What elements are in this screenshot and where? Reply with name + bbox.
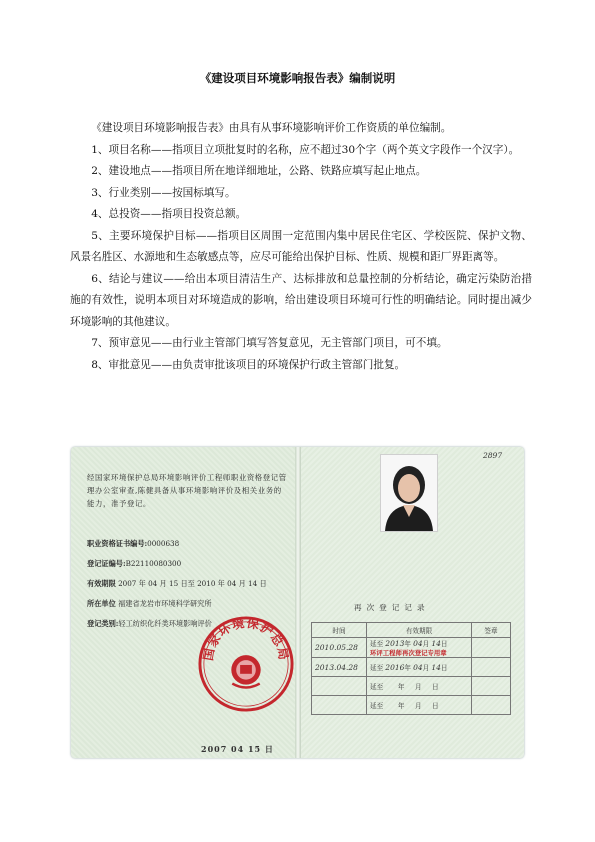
row-validity: 延至 年 月 日 xyxy=(367,677,472,696)
handwritten-number: 2897 xyxy=(483,451,503,460)
re-registration-table xyxy=(311,622,511,715)
row-time: 2010.05.28 xyxy=(312,638,367,658)
portrait-figure xyxy=(381,455,437,531)
re-registration-title: 再次登记记录 xyxy=(354,603,430,612)
row-validity: 延至 2013年 04月 14日 环评工程师再次登记专用章 xyxy=(367,638,472,658)
row-stamp xyxy=(472,658,511,677)
row-validity: 延至 2016年 04月 14日 xyxy=(367,658,472,677)
table-row xyxy=(312,677,511,696)
paragraph-conclusions: 6、结论与建议——给出本项目清洁生产、达标排放和总量控制的分析结论，确定污染防治措施的有效性，说明本项目对环境造成的影响，给出建设项目环境可行性的明确结论。同时提出减少环境影响的其他建议。 xyxy=(70,272,532,328)
paragraph-location: 2、建设地点——指项目所在地详细地址，公路、铁路应填写起止地点。 xyxy=(91,165,427,177)
row-time xyxy=(312,696,367,715)
id-portrait-photo xyxy=(380,454,438,532)
row-stamp xyxy=(472,677,511,696)
table-row xyxy=(312,696,511,715)
certificate-field-unit: 所在单位 福建省龙岩市环境科学研究所 xyxy=(87,599,212,608)
paragraph-protection-targets: 5、主要环境保护目标——指项目区周围一定范围内集中居民住宅区、学校医院、保护文物、风景名胜区、水源地和生态敏感点等，应尽可能给出保护目标、性质、规模和距厂界距离等。 xyxy=(70,229,532,263)
row-stamp xyxy=(472,696,511,715)
certificate-field-reg-no: 登记证编号:B22110080300 xyxy=(87,559,182,568)
paragraph-approval: 8、审批意见——由负责审批该项目的环境保护行政主管部门批复。 xyxy=(91,358,406,371)
seal-date: 2007 04 15 日 xyxy=(201,744,274,754)
paragraph-investment: 4、总投资——指项目投资总额。 xyxy=(91,208,247,220)
paragraph-project-name: 1、项目名称——指项目立项批复时的名称，应不超过30个字（两个英文字段作一个汉字）。 xyxy=(91,143,520,156)
certificate-intro: 经国家环境保护总局环境影响评价工程师职业资格登记管理办公室审查,陈健具备从事环境影响评价及相关业务的能力，准予登记。 xyxy=(87,473,287,508)
certificate-field-validity: 有效期限 2007 年 04 月 15 日至 2010 年 04 月 14 日 xyxy=(87,579,267,588)
row-validity: 延至 年 月 日 xyxy=(367,696,472,715)
header-validity: 有效期限 xyxy=(367,623,472,638)
certificate-field-cert-no: 职业资格证书编号:0000638 xyxy=(87,539,180,548)
certificate-fold xyxy=(295,447,301,758)
table-header-row xyxy=(312,623,511,638)
official-seal xyxy=(197,615,295,713)
svg-text:国家环境保护总局: 国家环境保护总局 xyxy=(200,615,292,662)
paragraph-intro: 《建设项目环境影响报告表》由具有从事环境影响评价工作资质的单位编制。 xyxy=(91,122,452,134)
instructions-body xyxy=(70,118,532,376)
row-stamp xyxy=(472,638,511,658)
paragraph-industry: 3、行业类别——按国标填写。 xyxy=(91,186,236,199)
re-registration-stamp: 环评工程师再次登记专用章 xyxy=(370,649,447,657)
document-title: 《建设项目环境影响报告表》编制说明 xyxy=(199,71,396,85)
certificate-field-category: 登记类别:轻工纺织化纤类环境影响评价 xyxy=(87,619,212,628)
row-time xyxy=(312,677,367,696)
certificate-photo xyxy=(71,447,524,758)
header-stamp: 签章 xyxy=(472,623,511,638)
row-time: 2013.04.28 xyxy=(312,658,367,677)
header-time: 时间 xyxy=(312,623,367,638)
paragraph-pre-review: 7、预审意见——由行业主管部门填写答复意见，无主管部门项目，可不填。 xyxy=(91,337,448,349)
table-row xyxy=(312,658,511,677)
table-row xyxy=(312,638,511,658)
